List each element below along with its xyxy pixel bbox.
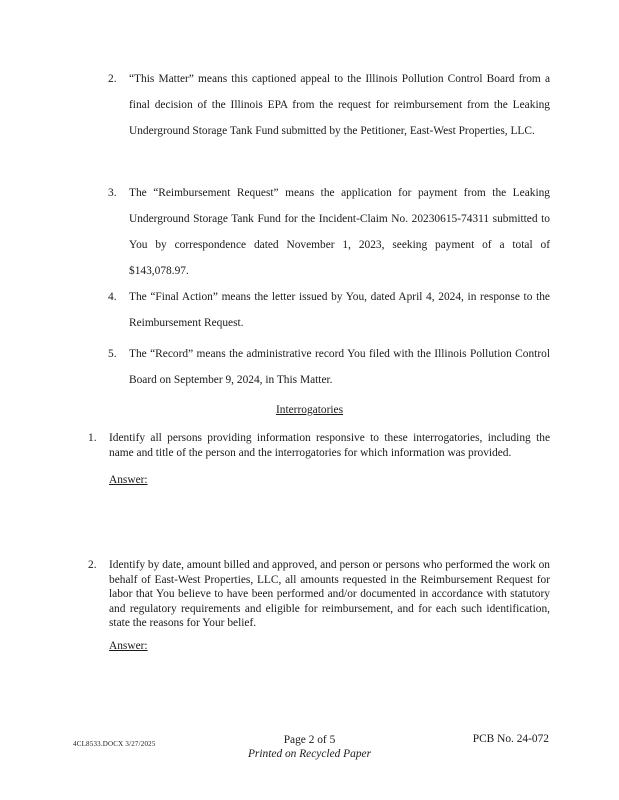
interrogatory-text: Identify all persons providing information responsive to these interrogatories, including the name and title of the person and the interrogatories for which information was provided. bbox=[109, 432, 550, 459]
definition-text: The “Record” means the administrative record You filed with the Illinois Pollution Control Board on September 9, 2024, in This Matter. bbox=[129, 348, 550, 386]
definition-number: 2. bbox=[108, 73, 117, 85]
definition-text: The “Final Action” means the letter issued by You, dated April 4, 2024, in response to the Reimbursement Request. bbox=[129, 291, 550, 329]
interrogatory-number: 2. bbox=[88, 559, 97, 571]
recycled-paper-note: Printed on Recycled Paper bbox=[247, 748, 372, 760]
definition-number: 4. bbox=[108, 291, 117, 303]
definition-number: 3. bbox=[108, 187, 117, 199]
interrogatory-item bbox=[88, 558, 550, 631]
interrogatory-number: 1. bbox=[88, 432, 97, 444]
definition-text: The “Reimbursement Request” means the application for payment from the Leaking Underground Storage Tank Fund for the Incident-Claim No. 20230615-74311 submitted to You by correspondence dated November 1, 2023, seeking payment of a total of $143,078.97. bbox=[129, 187, 550, 277]
case-number: PCB No. 24-072 bbox=[472, 733, 549, 745]
definition-item bbox=[108, 284, 550, 336]
answer-label: Answer: bbox=[109, 474, 148, 486]
definition-item bbox=[108, 66, 550, 144]
definition-item bbox=[108, 341, 550, 393]
document-id: 4CL8533.DOCX 3/27/2025 bbox=[73, 740, 156, 748]
definition-text: “This Matter” means this captioned appeal to the Illinois Pollution Control Board from a final decision of the Illinois EPA from the request for reimbursement from the Leaking Underground Storage Tank Fund submitted by the Petitioner, East-West Properties, LLC. bbox=[129, 73, 550, 137]
interrogatories-heading: Interrogatories bbox=[275, 404, 344, 416]
interrogatory-text: Identify by date, amount billed and approved, and person or persons who performed the work on behalf of East-West Properties, LLC, all amounts requested in the Reimbursement Request for labor that You believe to have been performed and/or documented in accordance with statutory and regulatory requirements and eligible for reimbursement, and for each such identification, state the reasons for Your belief. bbox=[109, 559, 550, 630]
page-number: Page 2 of 5 bbox=[283, 734, 336, 746]
definition-number: 5. bbox=[108, 348, 117, 360]
answer-label: Answer: bbox=[109, 640, 148, 652]
definition-item bbox=[108, 180, 550, 284]
interrogatory-item bbox=[88, 431, 550, 460]
